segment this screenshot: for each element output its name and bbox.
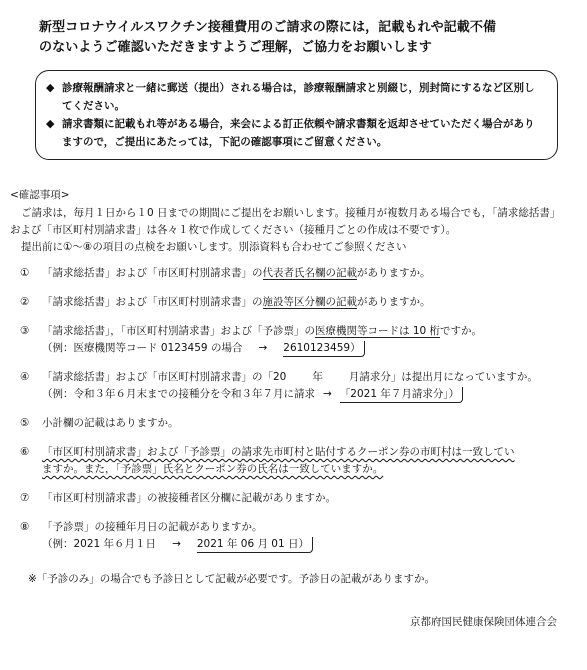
example-value: 「2021 年７月請求分」） — [340, 387, 463, 403]
check-number: ③ — [20, 325, 30, 337]
notice-item — [46, 115, 541, 151]
check-text — [42, 519, 570, 553]
title-line-1: 新型コロナウイルスワクチン接種費用のご請求の際には，記載もれや記載不備 — [39, 20, 497, 35]
footnote: ※「予診のみ」の場合でも予診日として記載が必要です。予診日の記載がありますか。 — [28, 573, 435, 585]
check-text — [42, 323, 570, 357]
organization-name: 京都府国民健康保険団体連合会 — [410, 616, 557, 628]
intro-paragraph-2: 提出前に①～⑧の項目の点検をお願いします。別添資料も合わせてご参照ください — [21, 241, 407, 253]
title-line-2: のないようご確認いただきますようご理解，ご協力をお願いします — [39, 40, 433, 55]
intro-paragraph: ご請求は，毎月１日から１0 日までの期間にご提出をお願いします。接種月が複数月ある場合でも，「請求総括書」および「市区町村別請求書」は各々１枚で作成してください（接種月ごとの作成は不要です）。 — [10, 207, 561, 236]
check-text-post: 月請求分」は提出月になっていますか。 — [348, 371, 538, 383]
example-label: （例：医療機関等コード 0123459 の場合 — [42, 342, 243, 354]
confirmation-section — [10, 187, 570, 256]
example-line — [42, 536, 570, 553]
check-number: ④ — [20, 371, 30, 383]
example-label: （例：2021 年６月１日 — [42, 538, 157, 550]
check-item — [20, 444, 570, 478]
check-text-year: 年 — [312, 371, 323, 383]
check-emphasis: 施設等区分欄の記載 — [262, 296, 357, 308]
arrow-right-icon: → — [323, 388, 332, 400]
check-number: ⑦ — [20, 492, 30, 504]
check-text — [42, 294, 570, 311]
check-number: ① — [20, 267, 30, 279]
check-item — [20, 369, 570, 403]
diamond-icon: ◆ — [46, 81, 55, 94]
check-text-pre: 「予診票」の — [42, 521, 105, 533]
check-number: ⑧ — [20, 521, 30, 533]
check-text-line-1: 「市区町村別請求書」および「予診票」の請求先市町村と貼付するクーポン券の市町村は一致してい — [42, 446, 515, 458]
notice-text: 診療報酬請求と一緒に郵送（提出）される場合は，診療報酬請求と別綴じ，別封筒にするなど区別してください。 — [62, 82, 535, 112]
check-item — [20, 294, 570, 311]
arrow-right-icon: → — [258, 342, 268, 354]
check-item — [20, 265, 570, 282]
check-text — [42, 265, 570, 282]
check-text — [42, 490, 570, 507]
check-item — [20, 323, 570, 357]
example-value: 2021 年 06 月 01 日） — [197, 537, 313, 553]
check-emphasis: 被接種者区分欄 — [157, 492, 231, 504]
check-text-pre: 「請求総括書」および「市区町村別請求書」の — [42, 296, 263, 308]
check-item — [20, 415, 570, 432]
notice-text: 請求書類に記載もれ等がある場合，来会による訂正依頼や請求書類を返却させていただく場合がありますので，ご提出にあたっては，下記の確認事項にご留意ください。 — [62, 118, 535, 148]
check-number: ⑥ — [20, 446, 30, 458]
check-text-line-2: ますか。また，「予診票」氏名とクーポン券の氏名は一致していますか。 — [42, 463, 384, 475]
check-text-post: ですか。 — [440, 325, 483, 337]
example-line — [42, 386, 570, 403]
check-text-post: がありますか。 — [357, 296, 431, 308]
example-line — [42, 340, 570, 357]
example-value: 2610123459） — [283, 341, 364, 357]
page-title — [39, 18, 559, 58]
check-emphasis: 医療機関等コードは 10 桁 — [315, 325, 441, 337]
check-text-pre: 「請求総括書」，「市区町村別請求書」および「予診票」の — [42, 325, 315, 337]
notice-box — [35, 70, 558, 160]
check-item — [20, 490, 570, 507]
check-text-post: に記載がありますか。 — [231, 492, 336, 504]
check-text: 小計欄の記載はありますか。 — [42, 417, 179, 429]
check-list — [20, 265, 570, 565]
check-text-pre: 「請求総括書」および「市区町村別請求書」の — [42, 267, 263, 279]
notice-item — [46, 79, 541, 115]
check-number: ② — [20, 296, 30, 308]
check-emphasis: 接種年月日 — [105, 521, 158, 533]
check-text — [42, 444, 570, 478]
check-item — [20, 519, 570, 553]
check-emphasis: 代表者氏名欄の記載 — [262, 267, 357, 279]
check-text — [42, 369, 570, 403]
check-text-post: がありますか。 — [357, 267, 431, 279]
check-text-post: の記載がありますか。 — [157, 521, 263, 533]
check-number: ⑤ — [20, 417, 30, 429]
example-label: （例：令和３年６月末までの接種分を令和３年７月に請求 — [42, 388, 315, 400]
check-text-pre: 「請求総括書」および「市区町村別請求書」の「20 — [42, 371, 287, 383]
check-text-pre: 「市区町村別請求書」の — [42, 492, 158, 504]
arrow-right-icon: → — [172, 538, 181, 550]
section-heading: <確認事項> — [10, 189, 70, 201]
diamond-icon: ◆ — [46, 117, 55, 130]
